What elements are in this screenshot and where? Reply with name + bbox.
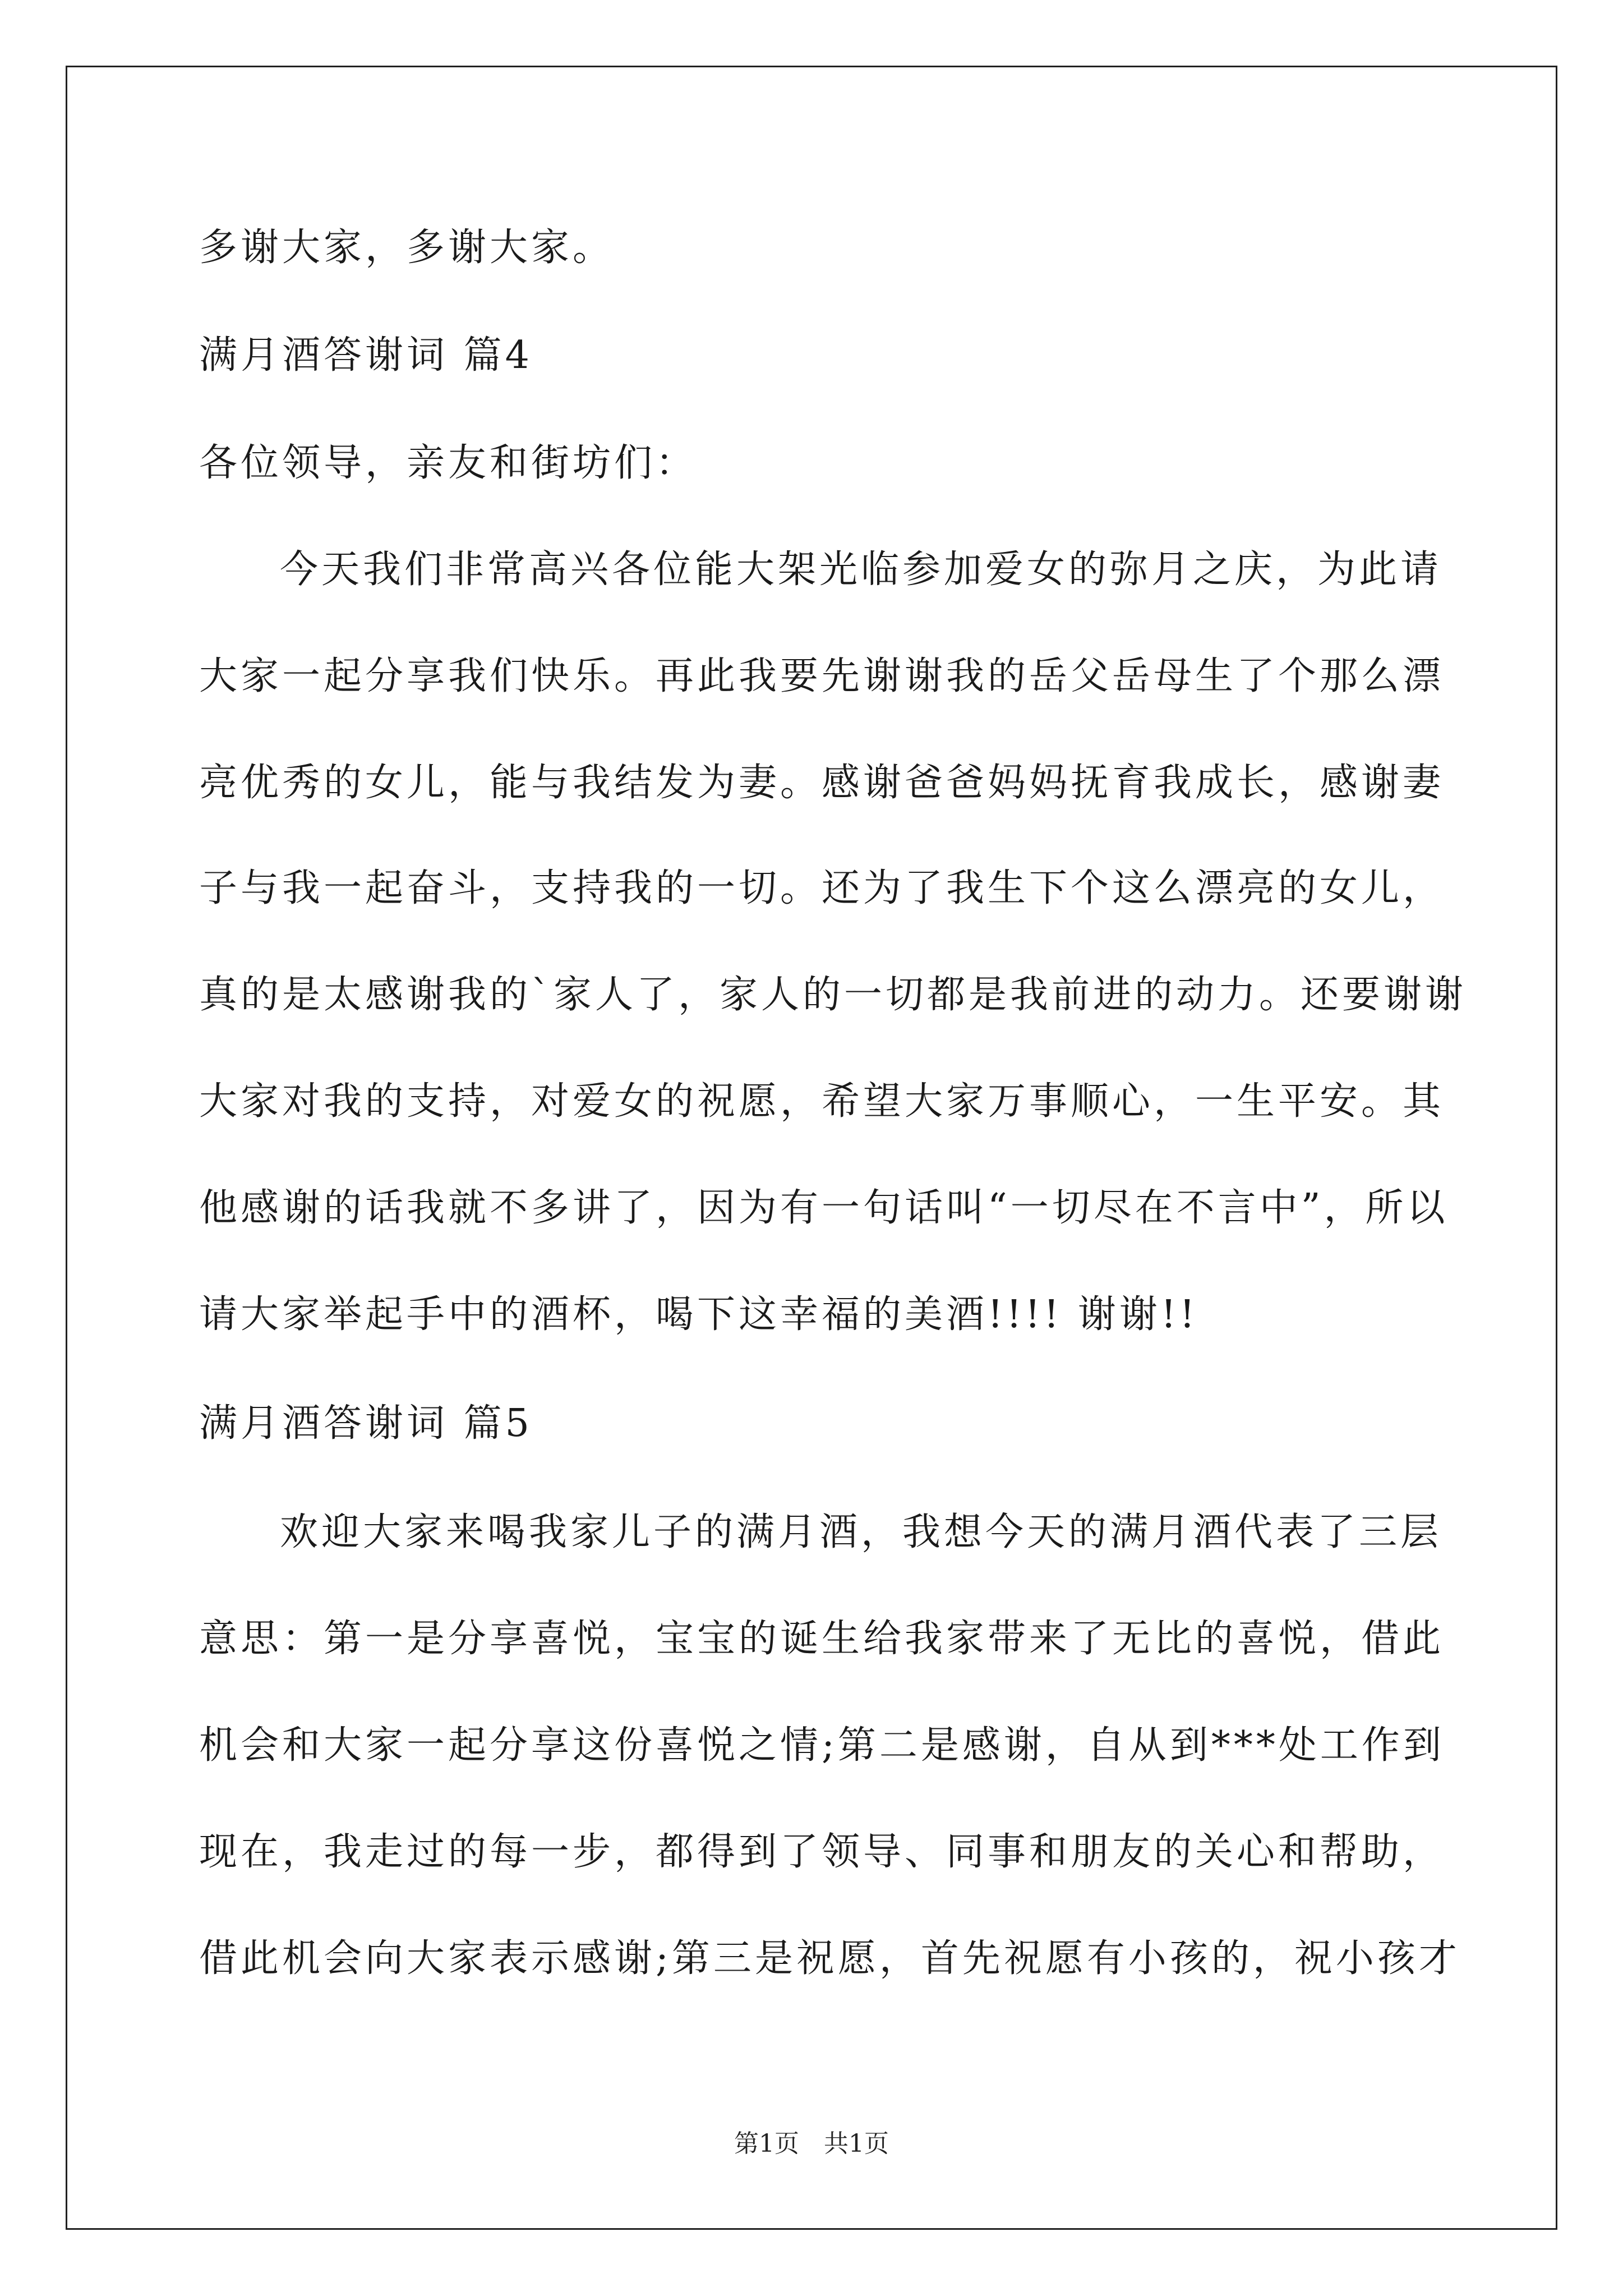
section-heading-4: 满月酒答谢词 篇4	[199, 333, 533, 378]
page-footer: 第1页 共1页	[734, 2129, 889, 2158]
salutation: 各位领导，亲友和街坊们：	[199, 441, 698, 485]
paragraph-line: 意思：第一是分享喜悦，宝宝的诞生给我家带来了无比的喜悦，借此	[199, 1617, 1445, 1661]
paragraph-line: 现在，我走过的每一步，都得到了领导、同事和朋友的关心和帮助，	[199, 1830, 1445, 1874]
paragraph-line: 亮优秀的女儿，能与我结发为妻。感谢爸爸妈妈抚育我成长，感谢妻	[199, 761, 1445, 805]
paragraph-line: 今天我们非常高兴各位能大架光临参加爱女的弥月之庆，为此请	[280, 547, 1442, 592]
closing-line: 多谢大家，多谢大家。	[199, 226, 615, 270]
paragraph-line: 大家对我的支持，对爱女的祝愿，希望大家万事顺心，一生平安。其	[199, 1079, 1445, 1124]
paragraph-line: 大家一起分享我们快乐。再此我要先谢谢我的岳父岳母生了个那么漂	[199, 654, 1445, 698]
paragraph-line: 欢迎大家来喝我家儿子的满月酒，我想今天的满月酒代表了三层	[280, 1510, 1442, 1554]
page-border	[66, 66, 1557, 2230]
paragraph-line: 子与我一起奋斗，支持我的一切。还为了我生下个这么漂亮的女儿，	[199, 866, 1445, 910]
section-heading-5: 满月酒答谢词 篇5	[199, 1401, 533, 1446]
paragraph-line: 他感谢的话我就不多讲了，因为有一句话叫“一切尽在不言中”，所以	[199, 1186, 1449, 1230]
paragraph-line: 机会和大家一起分享这份喜悦之情;第二是感谢，自从到***处工作到	[199, 1723, 1445, 1768]
paragraph-line: 请大家举起手中的酒杯，喝下这幸福的美酒!!!! 谢谢!!	[199, 1292, 1198, 1337]
paragraph-line: 借此机会向大家表示感谢;第三是祝愿，首先祝愿有小孩的，祝小孩才	[199, 1936, 1460, 1981]
paragraph-line: 真的是太感谢我的`家人了，家人的一切都是我前进的动力。还要谢谢	[199, 973, 1467, 1017]
